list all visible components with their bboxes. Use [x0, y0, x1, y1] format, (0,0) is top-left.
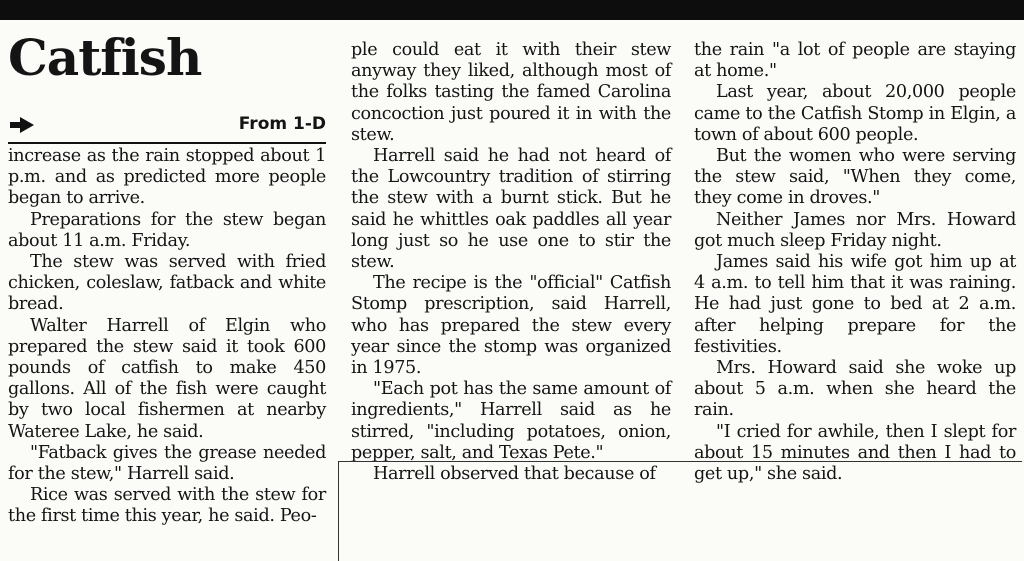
arrow-right-icon — [20, 117, 34, 133]
column-3 — [694, 40, 1016, 485]
paragraph: increase as the rain stopped about 1 p.m. and as predicted more people began to arrive. — [8, 146, 326, 209]
paragraph: But the women who were serving the stew said, "When they come, they come in droves." — [694, 146, 1016, 209]
paragraph: Harrell said he had not heard of the Lowcountry tradition of stirring the stew with a burnt stick. But he said he whittles oak paddles all year long just so he use one to stir the stew. — [351, 146, 671, 273]
paragraph: Mrs. Howard said she woke up about 5 a.m. when she heard the rain. — [694, 358, 1016, 421]
paragraph: Neither James nor Mrs. Howard got much sleep Friday night. — [694, 209, 1016, 251]
ad-box-frame — [338, 461, 1022, 561]
paragraph: Walter Harrell of Elgin who prepared the stew said it took 600 pounds of catfish to make 450 gallons. All of the fish were caught by two local fishermen at nearby Wateree Lake, he said. — [8, 315, 326, 442]
paragraph: Rice was served with the stew for the first time this year, he said. Peo- — [8, 485, 326, 527]
paragraph: Harrell observed that because of — [373, 464, 656, 485]
jump-line — [8, 110, 326, 140]
column-2 — [351, 40, 671, 485]
paragraph: Preparations for the stew began about 11 a.m. Friday. — [8, 209, 326, 251]
paragraph: the rain "a lot of people are staying at home." — [694, 40, 1016, 82]
paragraph: ple could eat it with their stew anyway they liked, although most of the folks tasting the famed Carolina concoction just poured it in with the stew. — [351, 40, 671, 145]
continued-from-label: From 1-D — [238, 114, 326, 135]
paragraph: Last year, about 20,000 people came to the Catfish Stomp in Elgin, a town of about 600 people. — [694, 82, 1016, 145]
paragraph: The stew was served with fried chicken, coleslaw, fatback and white bread. — [8, 252, 326, 315]
paragraph: "I cried for awhile, then I slept for about 15 minutes and then I had to get up," she said. — [694, 421, 1016, 485]
paragraph: James said his wife got him up at 4 a.m. to tell him that it was raining. He had just gone to bed at 2 a.m. after helping prepare for the festivities. — [694, 252, 1016, 357]
headline: Catfish — [8, 28, 202, 87]
jump-divider — [8, 142, 326, 144]
paragraph: "Each pot has the same amount of ingredients," Harrell said as he stirred, "including potatoes, onion, pepper, salt, and Texas Pete." — [351, 379, 671, 463]
column-1 — [8, 24, 326, 528]
paragraph: The recipe is the "official" Catfish Stomp prescription, said Harrell, who has prepared the stew every year since the stomp was organized in 1975. — [351, 273, 671, 379]
paragraph: "Fatback gives the grease needed for the stew," Harrell said. — [8, 442, 326, 485]
top-rule-bar — [0, 0, 1024, 20]
